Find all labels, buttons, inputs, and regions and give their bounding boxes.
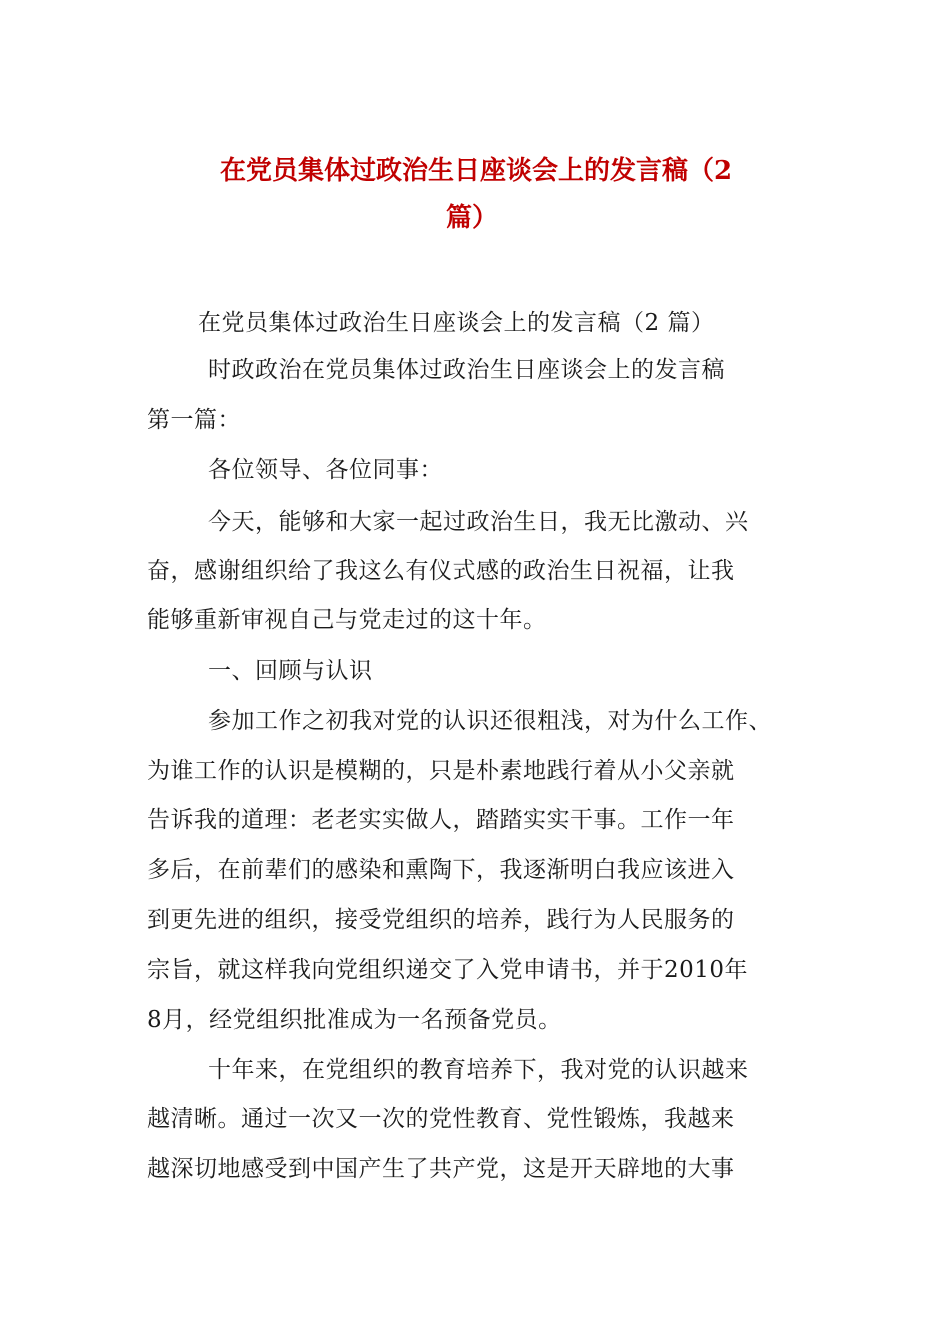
paragraph-line: 多后，在前辈们的感染和熏陶下，我逐渐明白我应该进入 [147, 857, 735, 883]
paragraph-line: 宗旨，就这样我向党组织递交了入党申请书，并于2010年 [147, 957, 749, 983]
paragraph-line: 告诉我的道理：老老实实做人，踏踏实实干事。工作一年 [147, 807, 735, 833]
paragraph-line: 十年来，在党组织的教育培养下，我对党的认识越来 [208, 1057, 749, 1083]
document-title-line-2: 篇） [446, 203, 499, 233]
document-title-line-1: 在党员集体过政治生日座谈会上的发言稿（2 [220, 156, 733, 186]
paragraph-line: 今天，能够和大家一起过政治生日，我无比激动、兴 [208, 509, 749, 535]
section-label: 第一篇： [147, 407, 241, 433]
section-heading: 一、回顾与认识 [208, 658, 373, 684]
paragraph-line: 为谁工作的认识是模糊的，只是朴素地践行着从小父亲就 [147, 758, 735, 784]
paragraph-line: 越深切地感受到中国产生了共产党，这是开天辟地的大事 [147, 1156, 735, 1182]
paragraph-line: 奋，感谢组织给了我这么有仪式感的政治生日祝福，让我 [147, 558, 735, 584]
salutation: 各位领导、各位同事： [208, 457, 443, 483]
paragraph-line: 越清晰。通过一次又一次的党性教育、党性锻炼，我越来 [147, 1106, 735, 1132]
paragraph-line: 到更先进的组织，接受党组织的培养，践行为人民服务的 [147, 907, 735, 933]
paragraph-line: 能够重新审视自己与党走过的这十年。 [147, 607, 547, 633]
paragraph-line: 8月，经党组织批准成为一名预备党员。 [147, 1007, 562, 1033]
paragraph-line: 参加工作之初我对党的认识还很粗浅，对为什么工作、 [208, 708, 772, 734]
source-line: 时政政治在党员集体过政治生日座谈会上的发言稿 [208, 357, 725, 383]
subtitle-line: 在党员集体过政治生日座谈会上的发言稿（2 篇） [198, 310, 715, 336]
